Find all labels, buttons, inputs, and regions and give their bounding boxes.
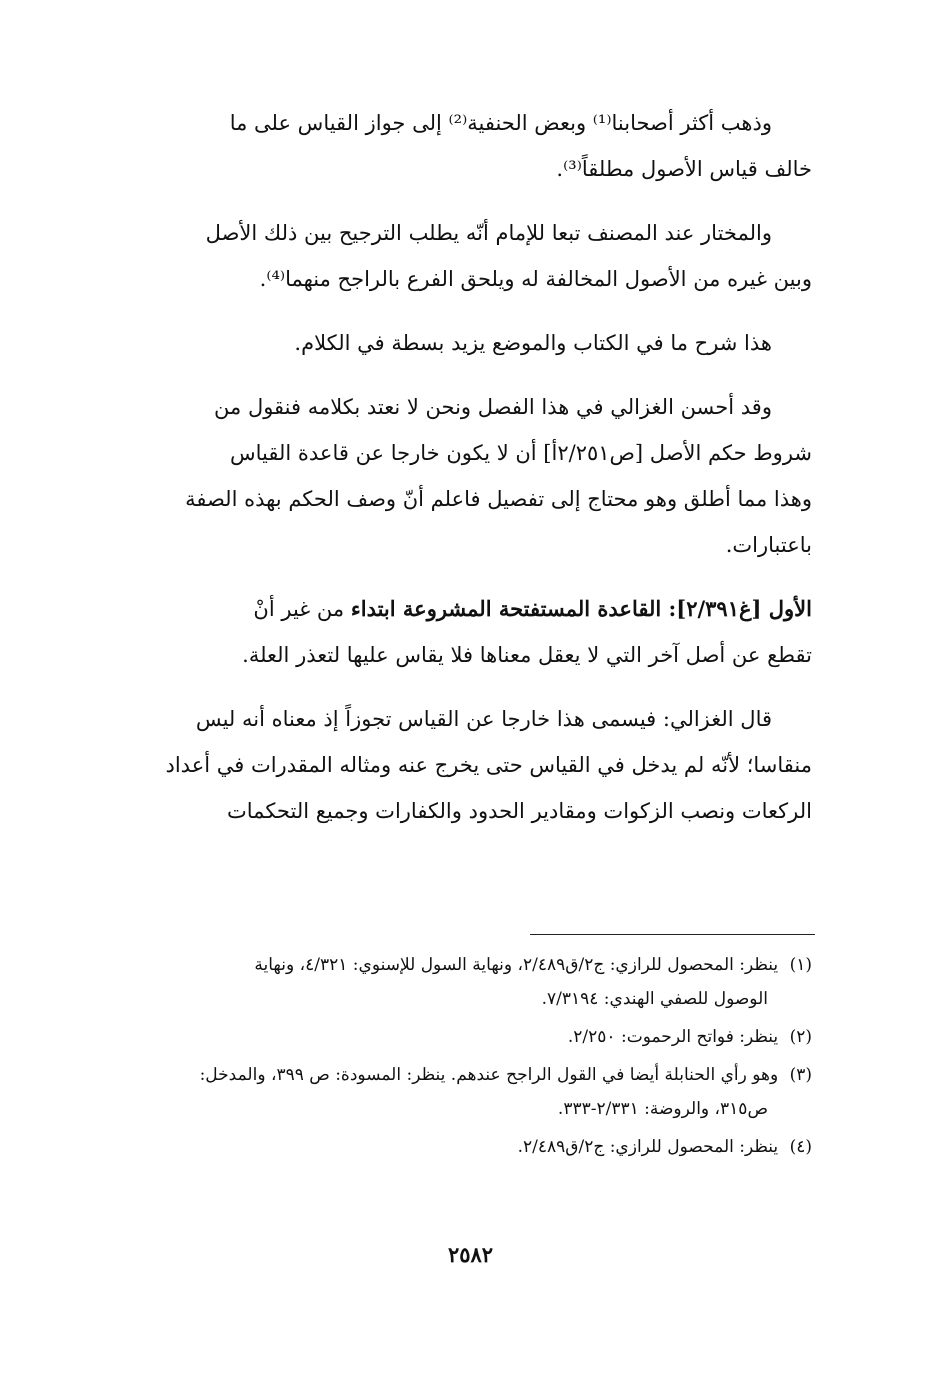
- paragraph-line: شروط حكم الأصل [ص٢/٢٥١أ] أن لا يكون خارجا عن قاعدة القياس: [230, 441, 812, 465]
- footnote-number: (٤): [789, 1137, 812, 1157]
- paragraph-line: الركعات ونصب الزكوات ومقادير الحدود والكفارات وجميع التحكمات: [227, 799, 812, 823]
- paragraph-line: وهذا مما أطلق وهو محتاج إلى تفصيل فاعلم أنّ وصف الحكم بهذه الصفة: [185, 487, 812, 511]
- paragraph-line: منقاسا؛ لأنّه لم يدخل في القياس حتى يخرج عنه ومثاله المقدرات في أعداد: [165, 753, 812, 777]
- paragraph-line: والمختار عند المصنف تبعا للإمام أنّه يطلب الترجيح بين ذلك الأصل: [205, 221, 772, 245]
- paragraph-line: وقد أحسن الغزالي في هذا الفصل ونحن لا نعتد بكلامه فنقول من: [214, 395, 772, 419]
- main-text: [112, 100, 812, 852]
- footnote-text: الوصول للصفي الهندي: ٧/٣١٩٤.: [541, 989, 768, 1009]
- footnote-divider: [530, 934, 815, 935]
- paragraph-line: من غير أنْ: [253, 597, 351, 621]
- paragraph-line: هذا شرح ما في الكتاب والموضع يزيد بسطة في الكلام.: [294, 331, 772, 355]
- paragraph-line: وذهب أكثر أصحابنا⁽¹⁾ وبعض الحنفية⁽²⁾ إلى جواز القياس على ما: [229, 111, 772, 135]
- footnote-text: ص٣١٥، والروضة: ٢/٣٣١-٣٣٣.: [557, 1099, 768, 1119]
- paragraph-6: [112, 696, 812, 834]
- footnote-4: [112, 1130, 812, 1164]
- paragraph-line: وبين غيره من الأصول المخالفة له ويلحق الفرع بالراجح منهما⁽⁴⁾.: [259, 267, 812, 291]
- paragraph-line: تقطع عن أصل آخر التي لا يعقل معناها فلا يقاس عليها لتعذر العلة.: [242, 643, 812, 667]
- footnote-text: ينظر: فواتح الرحموت: ٢/٢٥٠.: [567, 1027, 779, 1047]
- paragraph-line: خالف قياس الأصول مطلقاً⁽³⁾.: [556, 157, 812, 181]
- paragraph-4: [112, 384, 812, 568]
- paragraph-line: باعتبارات.: [725, 533, 812, 557]
- footnote-2: [112, 1020, 812, 1054]
- page-number: ٢٥٨٢: [447, 1242, 494, 1267]
- footnote-number: (٣): [789, 1065, 812, 1085]
- paragraph-1: [112, 100, 812, 192]
- paragraph-3: [112, 320, 812, 366]
- footnote-text: ينظر: المحصول للرازي: ج٢/ق٢/٤٨٩، ونهاية السول للإسنوي: ٤/٣٢١، ونهاية: [254, 955, 779, 975]
- section-heading: الأول [غ٢/٣٩١]: القاعدة المستفتحة المشروعة ابتداء: [350, 596, 812, 621]
- footnote-text: وهو رأي الحنابلة أيضا في القول الراجح عندهم. ينظر: المسودة: ص ٣٩٩، والمدخل:: [199, 1065, 779, 1085]
- paragraph-2: [112, 210, 812, 302]
- footnote-3: [112, 1058, 812, 1126]
- paragraph-line: قال الغزالي: فيسمى هذا خارجا عن القياس تجوزاً إذ معناه أنه ليس: [195, 707, 772, 731]
- paragraph-5: [112, 586, 812, 678]
- footnotes: [112, 948, 812, 1168]
- footnote-text: ينظر: المحصول للرازي: ج٢/ق٢/٤٨٩.: [517, 1137, 779, 1157]
- footnote-number: (١): [789, 955, 812, 975]
- footnote-1: [112, 948, 812, 1016]
- footnote-number: (٢): [789, 1027, 812, 1047]
